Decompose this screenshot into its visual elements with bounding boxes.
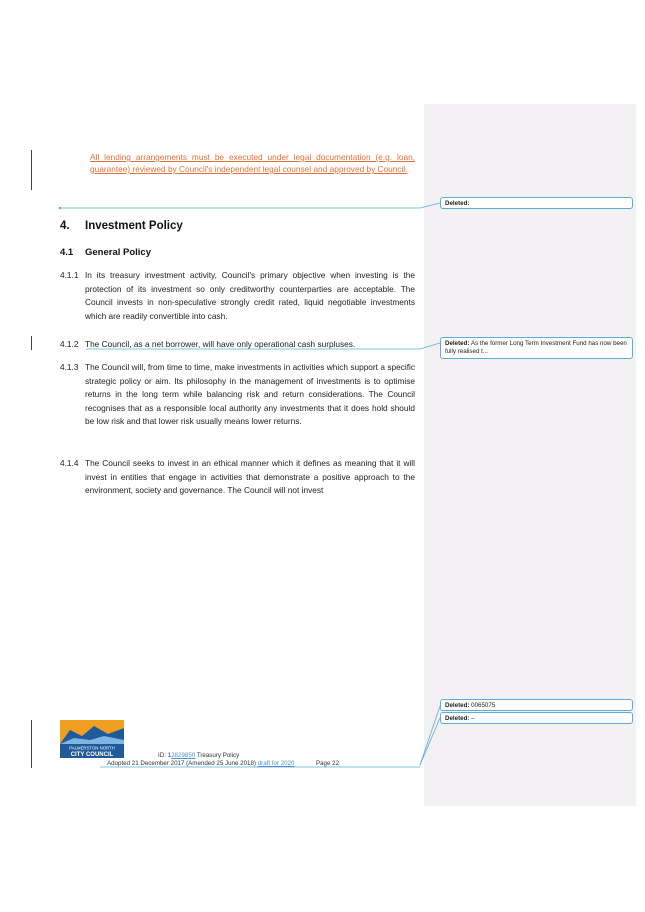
clause-number: 4.1.4 (60, 458, 79, 468)
footer-page-number: 22 (332, 760, 340, 767)
connector-line (420, 718, 440, 765)
clause-text: The Council, as a net borrower, will have only operational cash surpluses. (85, 339, 356, 349)
balloon-label: Deleted: (445, 702, 470, 709)
footer-id-value: 1 (167, 752, 172, 759)
anchor-dot (59, 207, 62, 210)
balloon-text: As the former Long Term Investment Fund has now been fully realised t... (445, 340, 627, 355)
logo-line2: CITY COUNCIL (70, 752, 114, 758)
footer-adopted-line (107, 760, 339, 767)
clause-number: 4.1.3 (60, 362, 79, 372)
inserted-lending-text: All lending arrangements must be executed under legal documentation (e.g. loan, guarantee) reviewed by Council's independent legal counsel and approved by Council. (90, 152, 415, 174)
clause-text: In its treasury investment activity, Council's primary objective when investing is the protection of its investment so only creditworthy counterparties are acceptable. The Council invests in non-speculative strongly credit rated, liquid negotiable investments which are readily convertible into cash. (85, 270, 415, 321)
footer-id-label: ID: (158, 752, 166, 759)
balloon-text: – (471, 715, 475, 722)
clause-text: The Council will, from time to time, make investments in activities which support a specific strategic policy or aim. Its philosophy in the management of investments is to optimise returns in the long term while balancing risk and return considerations. The Council recognises that as a responsible local authority any investments that it does hold should be low risk and that lower risk usually means lower returns. (85, 362, 415, 427)
connector-line (420, 343, 440, 349)
footer-page-label: Page (315, 760, 331, 767)
subsection-title: General Policy (85, 247, 152, 258)
balloon-text: 0065075 (471, 702, 496, 709)
revision-balloon[interactable] (440, 712, 633, 724)
logo-graphic (60, 720, 124, 758)
connector-line (420, 203, 440, 208)
revision-balloon[interactable] (440, 197, 633, 209)
logo-line1: PALMERSTON NORTH (69, 745, 115, 751)
clause-number: 4.1.2 (60, 339, 79, 349)
section-number: 4. (60, 220, 70, 232)
revision-balloon[interactable] (440, 337, 633, 359)
footer-id-line (158, 752, 239, 759)
connector-line (420, 706, 440, 765)
footer-doc-name: Treasury Policy (196, 752, 240, 759)
city-council-logo (60, 720, 124, 758)
balloon-label: Deleted: (445, 340, 470, 347)
subsection-number: 4.1 (60, 247, 74, 258)
clause-text: The Council seeks to invest in an ethical manner which it defines as meaning that it will invest in entities that engage in activities that demonstrate a positive approach to the environment, society and governance. The Council will not invest (85, 458, 415, 496)
balloon-label: Deleted: (445, 200, 470, 207)
footer-adopted: Adopted 21 December 2017 (Amended 25 June 2018) (107, 760, 256, 767)
footer-draft-insert: draft for 2020 (257, 760, 295, 767)
clause-number: 4.1.1 (60, 270, 79, 280)
footer-id-link[interactable]: 2829850 (171, 752, 196, 759)
balloon-label: Deleted: (445, 715, 470, 722)
revision-balloon[interactable] (440, 699, 633, 711)
section-title: Investment Policy (85, 220, 183, 232)
